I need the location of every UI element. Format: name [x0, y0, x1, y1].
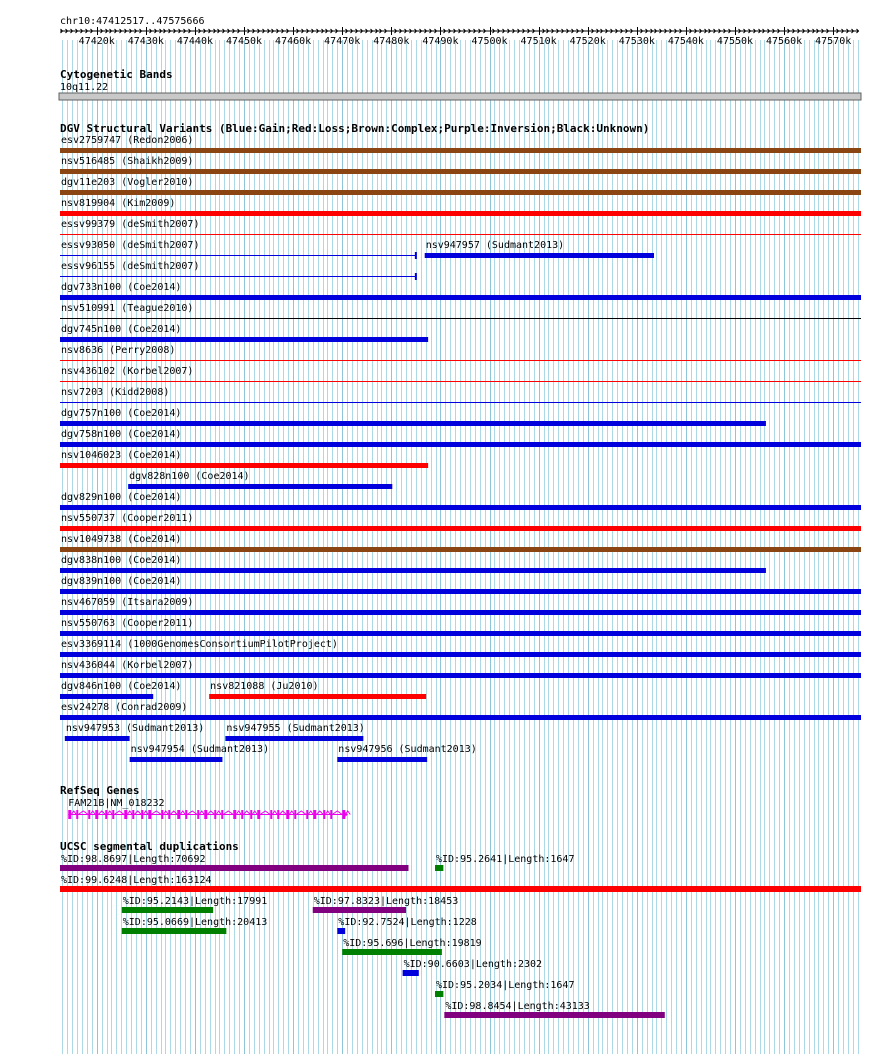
dgv-feature-bar[interactable]	[65, 736, 130, 741]
dgv-feature-label: dgv758n100 (Coe2014)	[61, 429, 182, 440]
dgv-feature-label: nsv1049738 (Coe2014)	[61, 534, 182, 545]
dgv-feature-bar[interactable]	[225, 736, 363, 741]
ruler-tick-label: 47520k	[569, 36, 606, 47]
segdup-track-title: UCSC segmental duplications	[60, 840, 239, 853]
segdup-feature-bar[interactable]	[403, 970, 419, 976]
dgv-feature-label: nsv947954 (Sudmant2013)	[130, 744, 270, 755]
dgv-feature-label: nsv947953 (Sudmant2013)	[65, 723, 205, 734]
dgv-feature-bar[interactable]	[60, 589, 861, 594]
dgv-feature-bar[interactable]	[60, 295, 861, 300]
ruler-tick-label: 47560k	[766, 36, 803, 47]
gene-exon[interactable]	[294, 810, 296, 819]
segdup-feature-label: %ID:95.0669|Length:20413	[122, 917, 268, 928]
segdup-feature-bar[interactable]	[60, 865, 408, 871]
dgv-feature-label: nsv467059 (Itsara2009)	[61, 597, 194, 608]
gene-exon[interactable]	[105, 810, 107, 819]
ruler-tick-label: 47490k	[422, 36, 459, 47]
ruler-tick-label: 47420k	[78, 36, 115, 47]
gene-exon[interactable]	[132, 810, 134, 819]
gene-exon[interactable]	[221, 810, 223, 819]
segdup-feature-label: %ID:98.8697|Length:70692	[61, 854, 206, 865]
dgv-feature-bar[interactable]	[130, 757, 223, 762]
segdup-feature-label: %ID:95.696|Length:19819	[343, 938, 482, 949]
dgv-feature-bar[interactable]	[60, 673, 861, 678]
dgv-feature-label: nsv510991 (Teague2010)	[61, 303, 194, 314]
dgv-feature-end-mark	[415, 273, 417, 280]
dgv-feature-bar[interactable]	[60, 463, 428, 468]
segdup-feature-bar[interactable]	[337, 928, 345, 934]
gene-exon[interactable]	[241, 810, 243, 819]
cytoband-bar[interactable]	[59, 93, 861, 100]
cytoband-label: 10q11.22	[60, 82, 109, 93]
segdup-feature-bar[interactable]	[342, 949, 442, 955]
ruler-tick-label: 47510k	[520, 36, 557, 47]
gene-intron-chevron	[134, 811, 141, 815]
dgv-feature-label: nsv436102 (Korbel2007)	[61, 366, 194, 377]
dgv-feature-bar[interactable]	[60, 360, 861, 361]
dgv-feature-label: nsv436044 (Korbel2007)	[61, 660, 194, 671]
ruler-tick-label: 47530k	[618, 36, 655, 47]
dgv-feature-bar[interactable]	[60, 190, 861, 195]
dgv-feature-bar[interactable]	[60, 234, 861, 235]
gene-exon[interactable]	[286, 810, 289, 819]
ruler-ticks	[61, 27, 859, 47]
gene-intron-chevron	[216, 811, 221, 815]
dgv-feature-label: dgv745n100 (Coe2014)	[61, 324, 182, 335]
dgv-feature-bar[interactable]	[60, 211, 861, 216]
gene-intron-chevron	[170, 811, 177, 815]
location-label: chr10:47412517..47575666	[60, 16, 205, 27]
gene-exon[interactable]	[124, 810, 127, 819]
gene-intron-chevron	[279, 811, 286, 815]
dgv-feature-bar[interactable]	[60, 255, 416, 256]
dgv-track-title: DGV Structural Variants (Blue:Gain;Red:Loss;Brown:Complex;Purple:Inversion;Black:Unknown)	[60, 122, 650, 135]
dgv-feature-label: dgv733n100 (Coe2014)	[61, 282, 182, 293]
ruler-tick-label: 47500k	[471, 36, 508, 47]
dgv-feature-label: nsv516485 (Shaikh2009)	[61, 156, 194, 167]
gene-intron-chevron	[296, 811, 306, 815]
dgv-feature-bar[interactable]	[60, 505, 861, 510]
ruler-tick-label: 47570k	[815, 36, 852, 47]
gene-exon[interactable]	[161, 810, 163, 819]
gene-exon[interactable]	[68, 810, 71, 819]
gene-exon[interactable]	[323, 810, 325, 819]
gene-intron-chevron	[260, 811, 270, 815]
dgv-feature-end-mark	[415, 252, 417, 259]
ruler-tick-label: 47470k	[324, 36, 361, 47]
dgv-feature-label: nsv819904 (Kim2009)	[61, 198, 176, 209]
gene-exon[interactable]	[250, 810, 252, 819]
ruler-tick-label: 47550k	[716, 36, 754, 47]
gene-exon[interactable]	[168, 810, 170, 819]
gene-exon[interactable]	[270, 810, 272, 819]
gene-exon[interactable]	[148, 810, 151, 819]
dgv-feature-label: nsv550737 (Cooper2011)	[61, 513, 194, 524]
dgv-feature-label: dgv829n100 (Coe2014)	[61, 492, 182, 503]
dgv-feature-bar[interactable]	[60, 148, 861, 153]
dgv-feature-bar[interactable]	[60, 526, 861, 531]
ruler	[60, 16, 859, 47]
dgv-feature-label: essv96155 (deSmith2007)	[61, 261, 200, 272]
gene-intron-chevron	[180, 811, 185, 815]
dgv-feature-bar[interactable]	[60, 381, 861, 382]
gene-exon[interactable]	[330, 810, 332, 819]
dgv-feature-label: esv3369114 (1000GenomesConsortiumPilotProject)	[61, 639, 338, 650]
dgv-feature-bar[interactable]	[60, 568, 766, 573]
gene-exon[interactable]	[141, 810, 143, 819]
segdup-feature-bar[interactable]	[122, 928, 227, 934]
dgv-feature-label: nsv821088 (Ju2010)	[210, 681, 319, 692]
gene-intron-chevron	[308, 811, 313, 815]
dgv-feature-label: nsv7203 (Kidd2008)	[61, 387, 170, 398]
dgv-feature-bar[interactable]	[60, 318, 861, 319]
gene-exon[interactable]	[185, 810, 187, 819]
ruler-tick-label: 47540k	[667, 36, 704, 47]
segdup-feature-label: %ID:90.6603|Length:2302	[403, 959, 543, 970]
gene-exon[interactable]	[233, 810, 236, 819]
segdup-feature-bar[interactable]	[313, 907, 406, 913]
segdup-feature-bar[interactable]	[435, 991, 443, 997]
gene-intron-chevron	[78, 811, 88, 815]
dgv-feature-label: nsv947955 (Sudmant2013)	[226, 723, 365, 734]
segdup-feature-label: %ID:97.8323|Length:18453	[313, 896, 459, 907]
dgv-feature-bar[interactable]	[128, 484, 392, 489]
gene-exon[interactable]	[214, 810, 216, 819]
ruler-tick-label: 47440k	[176, 36, 213, 47]
dgv-feature-bar[interactable]	[60, 610, 861, 615]
dgv-feature-bar[interactable]	[60, 402, 861, 403]
dgv-feature-label: esv2759747 (Redon2006)	[61, 135, 194, 146]
segdup-feature-label: %ID:95.2034|Length:1647	[436, 980, 575, 991]
gene-intron-chevron	[98, 811, 105, 815]
segdup-feature-bar[interactable]	[435, 865, 443, 871]
dgv-feature-label: nsv947956 (Sudmant2013)	[338, 744, 477, 755]
refseq-track-title: RefSeq Genes	[60, 784, 140, 797]
segdup-feature-bar[interactable]	[444, 1012, 664, 1018]
ruler-tick-label: 47450k	[225, 36, 263, 47]
ruler-tick-label: 47480k	[373, 36, 410, 47]
gene-exon[interactable]	[306, 810, 308, 819]
gene-intron-chevron	[143, 811, 148, 815]
dgv-feature-bar[interactable]	[60, 652, 861, 657]
dgv-feature-label: dgv846n100 (Coe2014)	[61, 681, 182, 692]
dgv-feature-label: dgv828n100 (Coe2014)	[129, 471, 250, 482]
dgv-feature-label: dgv11e203 (Vogler2010)	[61, 177, 194, 188]
gene-exon[interactable]	[313, 810, 316, 819]
gene-label: FAM21B|NM_018232	[68, 798, 165, 809]
dgv-feature-label: esv24278 (Conrad2009)	[61, 702, 188, 713]
ruler-tick-label: 47430k	[127, 36, 164, 47]
gene-intron-chevron	[316, 811, 323, 815]
dgv-feature-label: essv99379 (deSmith2007)	[61, 219, 200, 230]
segdup-feature-label: %ID:95.2641|Length:1647	[436, 854, 575, 865]
segdup-feature-label: %ID:92.7524|Length:1228	[338, 917, 477, 928]
dgv-feature-bar[interactable]	[60, 276, 416, 277]
gene-exon[interactable]	[112, 810, 114, 819]
gene-exon[interactable]	[76, 810, 78, 819]
segdup-feature-bar[interactable]	[122, 907, 213, 913]
gene-exon[interactable]	[95, 810, 98, 819]
dgv-feature-label: essv93050 (deSmith2007)	[61, 240, 200, 251]
dgv-feature-bar[interactable]	[60, 631, 861, 636]
dgv-feature-bar[interactable]	[60, 421, 766, 426]
gene-exon[interactable]	[277, 810, 279, 819]
dgv-feature-label: nsv947957 (Sudmant2013)	[425, 240, 565, 251]
dgv-feature-label: nsv550763 (Cooper2011)	[61, 618, 194, 629]
gene-exon[interactable]	[197, 810, 199, 819]
segdup-feature-label: %ID:99.6248|Length:163124	[61, 875, 212, 886]
dgv-feature-bar[interactable]	[60, 547, 861, 552]
segdup-feature-bar[interactable]	[60, 886, 861, 892]
gene-intron-chevron	[236, 811, 241, 815]
dgv-feature-bar[interactable]	[60, 442, 861, 447]
ruler-tick-label: 47460k	[275, 36, 312, 47]
segdup-feature-label: %ID:98.8454|Length:43133	[445, 1001, 590, 1012]
dgv-feature-bar[interactable]	[60, 694, 153, 699]
gene-intron-chevron	[114, 811, 124, 815]
dgv-feature-bar[interactable]	[60, 169, 861, 174]
segdup-feature-label: %ID:95.2143|Length:17991	[122, 896, 268, 907]
dgv-feature-label: nsv8636 (Perry2008)	[61, 345, 176, 356]
dgv-feature-bar[interactable]	[337, 757, 427, 762]
dgv-feature-label: dgv838n100 (Coe2014)	[61, 555, 182, 566]
dgv-feature-bar[interactable]	[60, 715, 861, 720]
dgv-feature-bar[interactable]	[60, 337, 428, 342]
dgv-feature-bar[interactable]	[425, 253, 654, 258]
gene-exon[interactable]	[257, 810, 260, 819]
cytoband-track-title: Cytogenetic Bands	[60, 68, 173, 81]
dgv-feature-bar[interactable]	[209, 694, 426, 699]
gene-exon[interactable]	[177, 810, 180, 819]
gene-exon[interactable]	[204, 810, 207, 819]
dgv-feature-label: dgv757n100 (Coe2014)	[61, 408, 182, 419]
dgv-feature-label: dgv839n100 (Coe2014)	[61, 576, 182, 587]
dgv-feature-label: nsv1046023 (Coe2014)	[61, 450, 182, 461]
gene-exon[interactable]	[88, 810, 90, 819]
